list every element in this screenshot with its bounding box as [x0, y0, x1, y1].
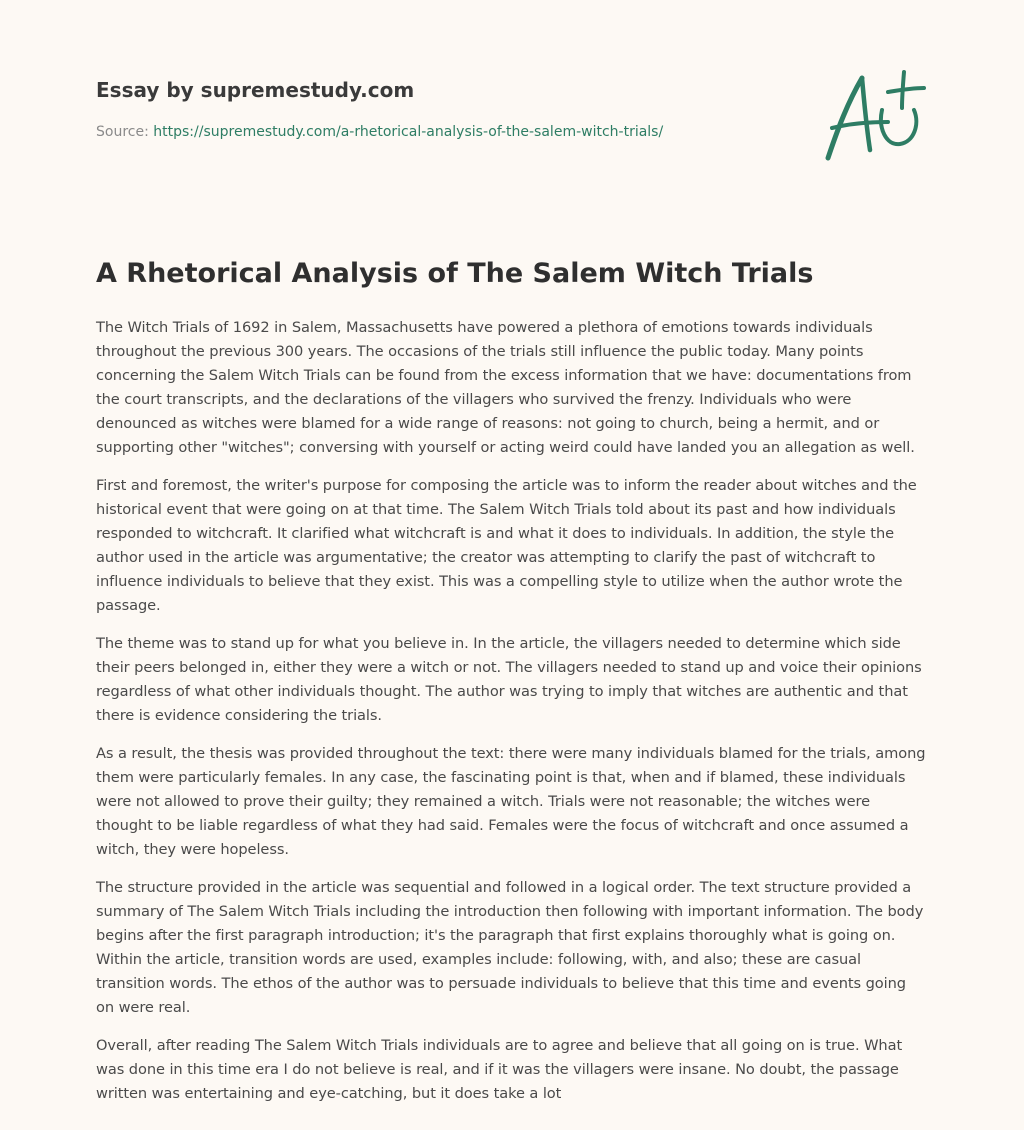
site-title: Essay by supremestudy.com — [96, 78, 415, 102]
source-line — [96, 123, 796, 141]
a-plus-logo-icon — [820, 66, 930, 166]
article-title: A Rhetorical Analysis of The Salem Witch Trials — [96, 258, 814, 289]
paragraph: The Witch Trials of 1692 in Salem, Massachusetts have powered a plethora of emotions towards individuals throughout the previous 300 years. The occasions of the trials still influence the public today. Many points concerning the Salem Witch Trials can be found from the excess information that we have: documentations from the court transcripts, and the declarations of the villagers who survived the frenzy. Individuals who were denounced as witches were blamed for a wide range of reasons: not going to church, being a hermit, and or supporting other "witches"; conversing with yourself or acting weird could have landed you an allegation as well. — [96, 319, 915, 456]
source-label: Source: — [96, 124, 149, 140]
paragraph: As a result, the thesis was provided throughout the text: there were many individuals blamed for the trials, among them were particularly females. In any case, the fascinating point is that, when and if blamed, these individuals were not allowed to prove their guilty; they remained a witch. Trials were not reasonable; the witches were thought to be liable regardless of what they had said. Females were the focus of witchcraft and once assumed a witch, they were hopeless. — [96, 745, 926, 858]
paragraph: First and foremost, the writer's purpose for composing the article was to inform the reader about witches and the historical event that were going on at that time. The Salem Witch Trials told about its past and how individuals responded to witchcraft. It clarified what witchcraft is and what it does to individuals. In addition, the style the author used in the article was argumentative; the creator was attempting to clarify the past of witchcraft to influence individuals to believe that they exist. This was a compelling style to utilize when the author wrote the passage. — [96, 477, 917, 614]
essay-header — [96, 76, 796, 141]
source-link[interactable]: https://supremestudy.com/a-rhetorical-analysis-of-the-salem-witch-trials/ — [153, 124, 664, 140]
paragraph: Overall, after reading The Salem Witch Trials individuals are to agree and believe that all going on is true. What was done in this time era I do not believe is real, and if it was the villagers were insane. No doubt, the passage written was entertaining and eye-catching, but it does take a lot — [96, 1037, 903, 1102]
paragraph: The theme was to stand up for what you believe in. In the article, the villagers needed to determine which side their peers belonged in, either they were a witch or not. The villagers needed to stand up and voice their opinions regardless of what other individuals thought. The author was trying to imply that witches are authentic and that there is evidence considering the trials. — [96, 635, 922, 724]
article — [96, 254, 928, 1120]
paragraph: The structure provided in the article was sequential and followed in a logical order. The text structure provided a summary of The Salem Witch Trials including the introduction then following with important information. The body begins after the first paragraph introduction; it's the paragraph that first explains thoroughly what is going on. Within the article, transition words are used, examples include: following, with, and also; these are casual transition words. The ethos of the author was to persuade individuals to believe that this time and events going on were real. — [96, 879, 924, 1016]
